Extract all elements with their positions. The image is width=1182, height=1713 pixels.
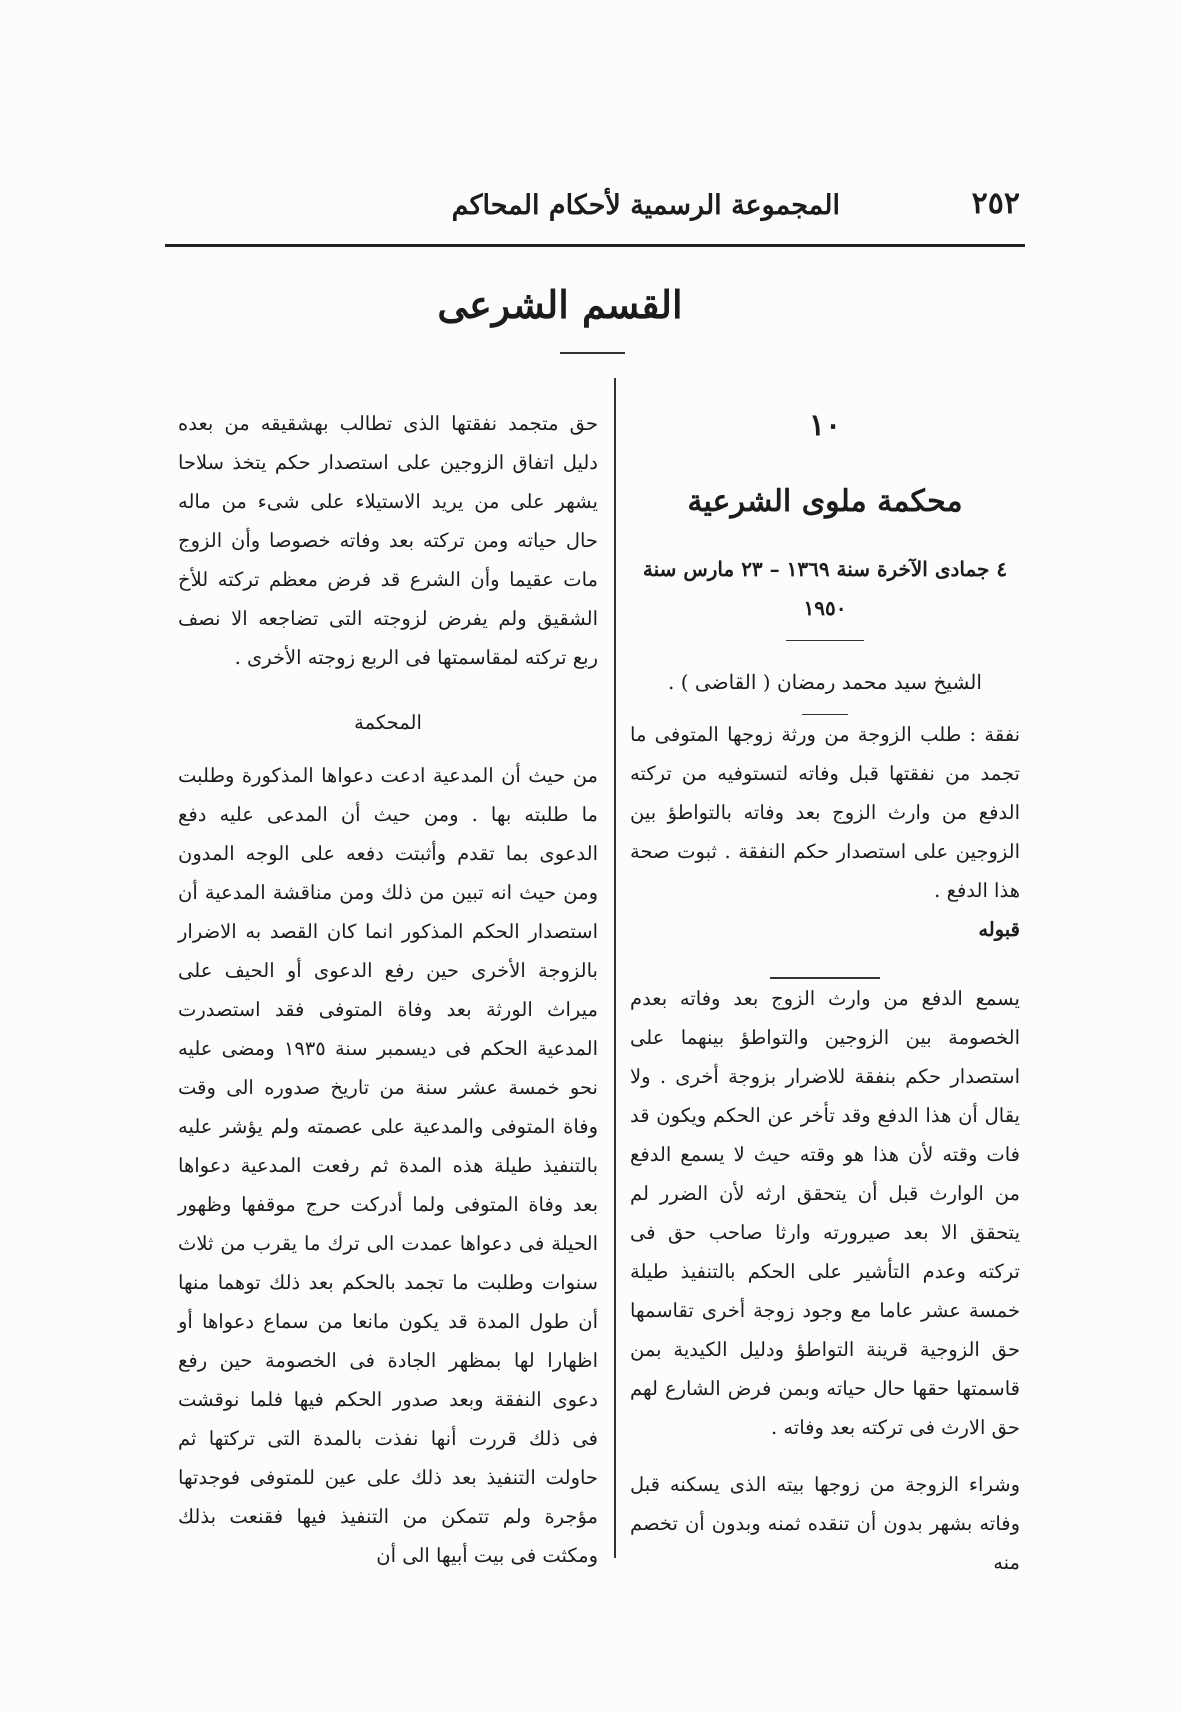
court-heading: المحكمة — [354, 711, 422, 734]
right-column — [630, 404, 1020, 1582]
header-rule — [165, 244, 1025, 247]
legal-principle-2: وشراء الزوجة من زوجها بيته الذى يسكنه قبل وفاته بشهر بدون أن تنقده ثمنه وبدون أن تخصم منه — [630, 1473, 1020, 1574]
column-divider — [614, 378, 616, 1558]
case-summary-verdict: قبوله — [978, 918, 1020, 941]
page-number: ٢٥٢ — [971, 186, 1020, 221]
legal-principle-1: يسمع الدفع من وارث الزوج بعد وفاته بعدم الخصومة بين الزوجين والتواطؤ بينهما على استصدار حكم بنفقة للاضرار بزوجة أخرى . ولا يقال أن هذا الدفع وقد تأخر عن الحكم ويكون قد فات وقته لأن هذا هو وقته حيث لا يسمع الدفع من الوارث قبل أن يتحقق ارثه لأن الضرر لم يتحقق الا بعد صيرورته وارثا صاحب حق فى تركته وعدم التأشير على الحكم بالتنفيذ طيلة خمسة عشر عاما مع وجود زوجة أخرى تقاسمها حق الزوجية قرينة التواطؤ ودليل الكيدية بمن قاسمتها حقها حال حياته وبمن فرض الشارع لهم حق الارث فى تركته بعد وفاته . — [630, 987, 1020, 1439]
section-title-rule — [560, 352, 625, 354]
continued-paragraph: حق متجمد نفقتها الذى تطالب بهشقيقه من بعده دليل اتفاق الزوجين على استصدار حكم يتخذ سلاحا يشهر على من يريد الاستيلاء على شىء من ماله حال حياته ومن تركته بعد وفاته خصوصا وأن الزوج مات عقيما وأن الشرع قد فرض معظم تركته للأخ الشقيق ولم يفرض لزوجته التى تضاجعه الا نصف ربع تركته لمقاسمتها فى الربع زوجته الأخرى . — [178, 412, 598, 669]
running-header-title: المجموعة الرسمية لأحكام المحاكم — [451, 190, 840, 221]
judgment-date: ٤ جمادى الآخرة سنة ١٣٦٩ – ٢٣ مارس سنة ١٩٥٠ — [642, 557, 1008, 620]
section-title: القسم الشرعى — [437, 282, 683, 327]
court-reasoning: من حيث أن المدعية ادعت دعواها المذكورة وطلبت ما طلبته بها . ومن حيث أن المدعى عليه دفع الدعوى بما تقدم وأثبتت دفعه على الوجه المدون ومن حيث انه تبين من ذلك ومن مناقشة المدعية أن استصدار الحكم المذكور انما كان القصد به الاضرار بالزوجة الأخرى حين رفع الدعوى أو الحيف على ميراث الورثة بعد وفاة المتوفى فقد استصدرت المدعية الحكم فى ديسمبر سنة ١٩٣٥ ومضى عليه نحو خمسة عشر سنة من تاريخ صدوره الى وقت وفاة المتوفى والمدعية على عصمته ولم يؤشر عليه بالتنفيذ طيلة هذه المدة ثم رفعت المدعية دعواها بعد وفاة المتوفى ولما أدركت حرج موقفها وظهور الحيلة فى دعواها عمدت الى ترك ما يقرب من ثلاث سنوات وطلبت ما تجمد بالحكم بعد ذلك توهما منها أن طول المدة قد يكون مانعا من سماع دعواها أو اظهارا لها بمظهر الجادة فى الخصومة حين رفع دعوى النفقة وبعد صدور الحكم فيها فلما نوقشت فى ذلك قررت أنها نفذت بالمدة التى تركتها ثم حاولت التنفيذ بعد ذلك على عين للمتوفى فوجدتها مؤجرة ولم تتمكن من التنفيذ فيها فقنعت بذلك ومكثت فى بيت أبيها الى أن — [178, 764, 598, 1567]
left-column — [178, 404, 598, 1575]
case-summary — [630, 715, 1020, 949]
case-summary-text: نفقة : طلب الزوجة من ورثة زوجها المتوفى ما تجمد من نفقتها قبل وفاته لتستوفيه من تركته الدفع من وارث الزوج بعد وفاته بالتواطؤ بين الزوجين على استصدار حكم النفقة . ثبوت صحة هذا الدفع . — [630, 723, 1020, 902]
court-name: محكمة ملوى الشرعية — [687, 484, 963, 519]
date-rule — [786, 640, 864, 641]
judge-name: الشيخ سيد محمد رمضان ( القاضى ) . — [668, 670, 982, 694]
case-number: ١٠ — [808, 408, 842, 443]
